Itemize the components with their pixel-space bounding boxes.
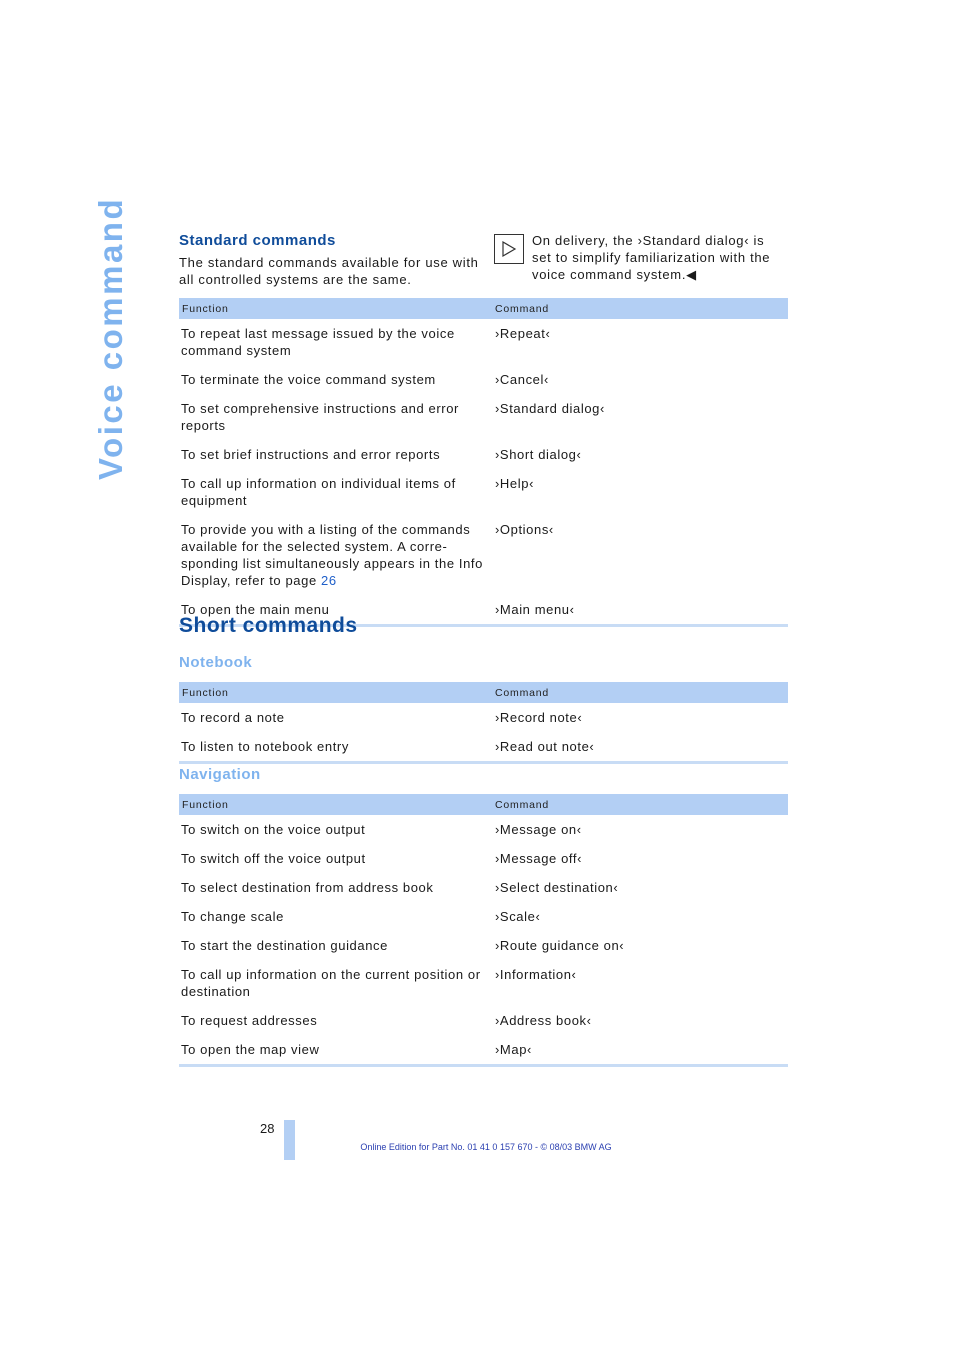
- column-header-function: Function: [182, 798, 229, 811]
- table-row: [179, 732, 788, 761]
- table-row: [179, 844, 788, 873]
- command-cell: ›Map‹: [495, 1042, 532, 1057]
- table-row: [179, 931, 788, 960]
- command-cell: ›Short dialog‹: [495, 447, 582, 462]
- standard-commands-intro: The standard commands available for use with all controlled systems are the same.: [179, 255, 479, 287]
- standard-commands-heading: Standard commands: [179, 232, 336, 249]
- command-cell: ›Record note‹: [495, 710, 583, 725]
- command-cell: ›Options‹: [495, 522, 554, 537]
- command-cell: ›Help‹: [495, 476, 534, 491]
- command-cell: ›Message on‹: [495, 822, 582, 837]
- notebook-heading: Notebook: [179, 654, 253, 671]
- function-cell: To call up information on individual items of equipment: [181, 476, 456, 508]
- command-cell: ›Information‹: [495, 967, 577, 982]
- footer-notice: [0, 1142, 960, 1152]
- page-reference-link[interactable]: 26: [321, 573, 337, 588]
- column-header-command: Command: [495, 798, 550, 811]
- column-header-function: Function: [182, 686, 229, 699]
- standard-commands-table: [179, 298, 788, 627]
- function-cell: To set comprehensive instructions and error reports: [181, 401, 459, 433]
- table-row: [179, 815, 788, 844]
- function-cell: To terminate the voice command system: [181, 372, 436, 387]
- command-cell: ›Address book‹: [495, 1013, 592, 1028]
- command-cell: ›Message off‹: [495, 851, 583, 866]
- function-cell: To request addresses: [181, 1013, 318, 1028]
- table-row: [179, 365, 788, 394]
- function-cell: To set brief instructions and error reports: [181, 447, 441, 462]
- table-row: [179, 1035, 788, 1064]
- table-row: [179, 319, 788, 365]
- navigation-heading: Navigation: [179, 766, 261, 783]
- function-cell: To open the map view: [181, 1042, 320, 1057]
- function-cell: To switch off the voice output: [181, 851, 366, 866]
- function-cell: To select destination from address book: [181, 880, 434, 895]
- function-cell: To record a note: [181, 710, 285, 725]
- note-end-marker-icon: ◀: [686, 267, 697, 282]
- notebook-table: [179, 682, 788, 764]
- command-cell: ›Standard dialog‹: [495, 401, 605, 416]
- table-row: [179, 960, 788, 1006]
- command-cell: ›Scale‹: [495, 909, 541, 924]
- command-cell: ›Main menu‹: [495, 602, 575, 617]
- table-header: [179, 682, 788, 703]
- command-cell: ›Cancel‹: [495, 372, 549, 387]
- command-cell: ›Read out note‹: [495, 739, 595, 754]
- function-cell: To change scale: [181, 909, 284, 924]
- note-text: On delivery, the ›Standard dialog‹ is set to simplify familiarization with the voice command system.: [532, 233, 771, 282]
- chapter-side-title: Voice command: [92, 196, 129, 480]
- table-row: [179, 440, 788, 469]
- column-header-function: Function: [182, 302, 229, 315]
- column-header-command: Command: [495, 302, 550, 315]
- table-row: [179, 902, 788, 931]
- navigation-table: [179, 794, 788, 1067]
- note-text-first: [532, 232, 788, 283]
- command-cell: ›Repeat‹: [495, 326, 551, 341]
- page-number-bar: [284, 1120, 295, 1160]
- command-cell: ›Select destination‹: [495, 880, 619, 895]
- table-row: [179, 1006, 788, 1035]
- note-triangle-icon: [494, 234, 524, 264]
- short-commands-heading: Short commands: [179, 614, 358, 637]
- footer-text: Online Edition for Part No. 01 41 0 157 670 - © 08/03 BMW AG: [360, 1142, 612, 1152]
- table-row: [179, 394, 788, 440]
- table-row: [179, 703, 788, 732]
- table-row: [179, 469, 788, 515]
- table-header: [179, 298, 788, 319]
- function-cell: To provide you with a listing of the commands available for the selected system. A corre-sponding list simultaneously appears in the Info Display, refer to page 26: [181, 522, 483, 588]
- function-cell: To listen to notebook entry: [181, 739, 349, 754]
- function-cell: To call up information on the current position or destination: [181, 967, 481, 999]
- function-cell: To repeat last message issued by the voice command system: [181, 326, 455, 358]
- function-cell: To open the main menu: [181, 602, 330, 617]
- table-row: [179, 873, 788, 902]
- command-cell: ›Route guidance on‹: [495, 938, 625, 953]
- function-cell: To switch on the voice output: [181, 822, 366, 837]
- function-cell: To start the destination guidance: [181, 938, 388, 953]
- table-header: [179, 794, 788, 815]
- table-row: [179, 515, 788, 595]
- column-header-command: Command: [495, 686, 550, 699]
- page-number: 28: [260, 1121, 275, 1136]
